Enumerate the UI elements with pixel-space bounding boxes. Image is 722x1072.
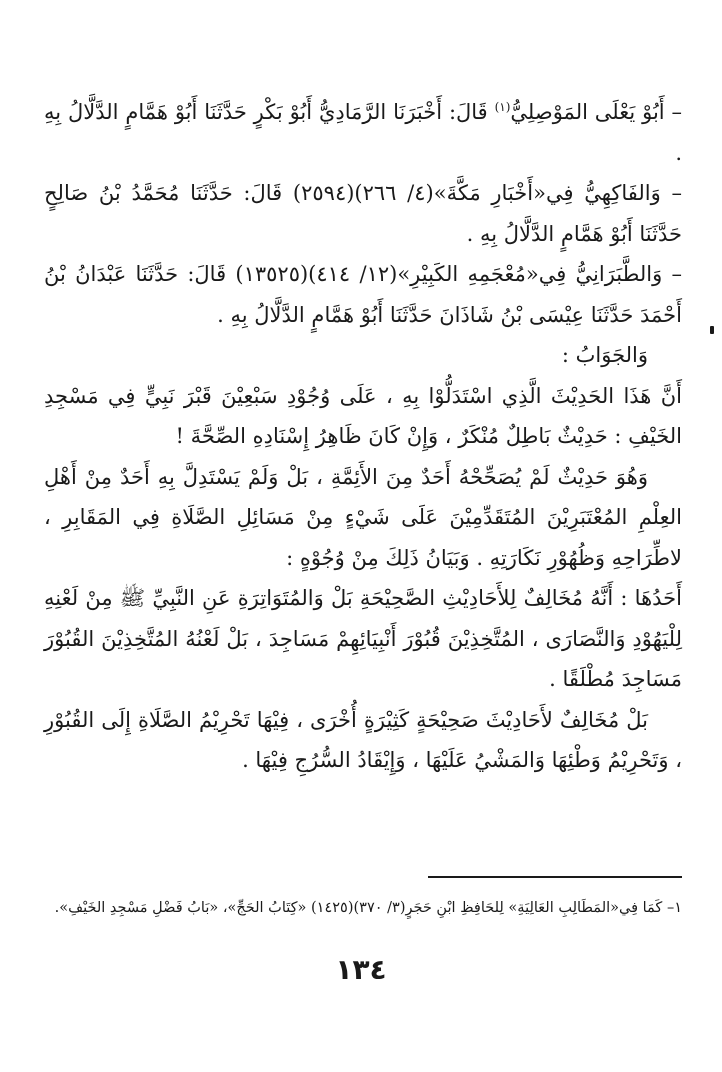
paragraph-first-reason <box>44 578 682 700</box>
paragraph-answer <box>44 376 682 457</box>
main-text <box>44 92 682 781</box>
paragraph-fakihi <box>44 173 682 254</box>
paragraph-abu-yala <box>44 92 682 173</box>
paragraph-text: قَالَ: أَخْبَرَنَا الرَّمَادِيُّ أَبُوْ بَكْرٍ حَدَّثَنَا أَبُوْ هَمَّامٍ الدَّلَّالُ بِهِ . <box>44 100 682 165</box>
margin-mark <box>710 326 714 334</box>
paragraph-text: وَهُوَ حَدِيْثٌ لَمْ يُصَحِّحْهُ أَحَدٌ مِنَ الأَئِمَّةِ ، بَلْ وَلَمْ يَسْتَدِلَّ بِهِ أَحَدٌ مِنْ أَهْلِ العِلْمِ المُعْتَبَرِيْنَ المُتَقَدِّمِيْنَ عَلَى شَيْءٍ مِنْ مَسَائِلِ الصَّلَاةِ فِي المَقَابِرِ ، لاطِّرَاحِهِ وَظُهُوْرِ نَكَارَتِهِ . وَبَيَانُ ذَلِكَ مِنْ وُجُوْهٍ : <box>44 464 682 570</box>
paragraph-answer-heading <box>44 335 682 376</box>
page-number: ١٣٤ <box>335 953 387 986</box>
paragraph-text: بَلْ مُخَالِفٌ لأَحَادِيْثَ صَحِيْحَةٍ كَثِيْرَةٍ أُخْرَى ، فِيْهَا تَحْرِيْمُ الصَّلَاةِ إِلَى القُبُوْرِ ، وَتَحْرِيْمُ وَطْئِهَا وَالمَشْيُ عَلَيْهَا ، وَإِيْقَادُ السُّرُجِ فِيْهَا . <box>44 707 682 772</box>
paragraph-text: – أَبُوْ يَعْلَى المَوْصِلِيُّ <box>510 100 683 124</box>
section-heading: وَالجَوَابُ : <box>561 343 648 367</box>
paragraph-not-authenticated <box>44 457 682 579</box>
paragraph-tabarani <box>44 254 682 335</box>
footnote-divider <box>428 876 682 878</box>
paragraph-text: أَنَّ هَذَا الحَدِيْثَ الَّذِي اسْتَدَلُّوْا بِهِ ، عَلَى وُجُوْدِ سَبْعِيْنَ قَبْرَ نَبِيٍّ فِي مَسْجِدِ الخَيْفِ : حَدِيْثٌ بَاطِلٌ مُنْكَرٌ ، وَإِنْ كَانَ ظَاهِرُ إِسْنَادِهِ الصِّحَّةَ ! <box>44 383 682 448</box>
paragraph-other-hadiths <box>44 700 682 781</box>
footnote: ١– كَمَا فِي«المَطَالِبِ العَالِيَةِ» لِلحَافِظِ ابْنِ حَجَرٍ(٣/ ٣٧٠)(١٤٢٥) «كِتَابُ الحَجِّ»، «بَابُ فَضْلِ مَسْجِدِ الخَيْفِ». <box>54 900 682 916</box>
paragraph-text: – وَالفَاكِهِيُّ فِي«أَخْبَارِ مَكَّةَ»(٤/ ٢٦٦)(٢٥٩٤) قَالَ: حَدَّثَنَا مُحَمَّدُ بْنُ صَالِحٍ حَدَّثَنَا أَبُوْ هَمَّامٍ الدَّلَّالُ بِهِ . <box>44 181 682 246</box>
paragraph-text: – وَالطَّبَرَانِيُّ فِي«مُعْجَمِهِ الكَبِيْرِ»(١٢/ ٤١٤)(١٣٥٢٥) قَالَ: حَدَّثَنَا عَبْدَانُ بْنُ أَحْمَدَ حَدَّثَنَا عِيْسَى بْنُ شَاذَانَ حَدَّثَنَا أَبُوْ هَمَّامٍ الدَّلَّالُ بِهِ . <box>44 262 682 327</box>
paragraph-text: أَحَدُهَا : أَنَّهُ مُخَالِفٌ لِلأَحَادِيْثِ الصَّحِيْحَةِ بَلْ وَالمُتَوَاتِرَةِ عَنِ النَّبِيِّ ﷺ مِنْ لَعْنِهِ لِلْيَهُوْدِ وَالنَّصَارَى ، المُتَّخِذِيْنَ قُبُوْرَ أَنْبِيَائِهِمْ مَسَاجِدَ ، بَلْ لَعْنُهُ المُتَّخِذِيْنَ القُبُوْرَ مَسَاجِدَ مُطْلَقًا . <box>44 586 682 691</box>
footnote-reference[interactable]: (١) <box>494 100 511 114</box>
